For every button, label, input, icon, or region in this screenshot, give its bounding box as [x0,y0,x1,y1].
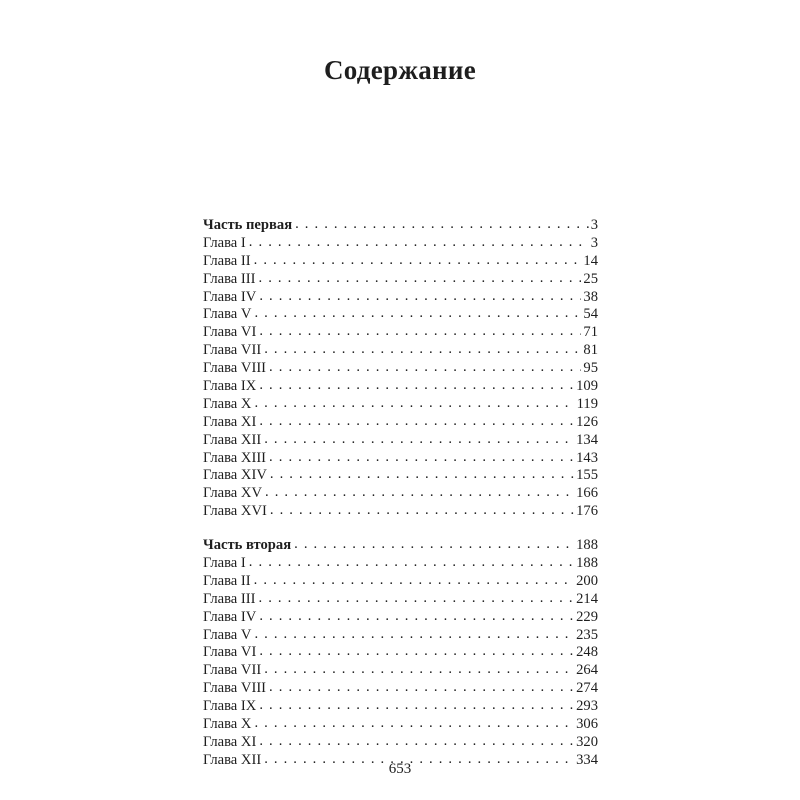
toc-chapter-label: Глава VI [203,324,257,341]
toc-chapter-row [203,698,598,716]
toc-chapter-label: Глава XII [203,751,262,768]
toc-chapter-label: Глава XI [203,413,257,430]
toc-chapter-row [203,306,598,324]
toc-page-number: 176 [576,503,598,520]
toc-chapter-row [203,235,598,253]
toc-page-number: 3 [590,217,598,233]
toc-page-number: 166 [576,485,598,502]
toc-chapter-row [203,467,598,485]
table-of-contents [203,217,598,786]
dot-leader [259,377,574,395]
toc-chapter-label: Глава VIII [203,680,267,697]
toc-part-label: Часть первая [203,217,293,233]
toc-page-number: 235 [576,626,598,643]
dot-leader [254,305,581,323]
dot-leader [270,502,574,520]
dot-leader [259,323,581,341]
dot-leader [295,216,589,234]
page-title: Содержание [323,55,477,85]
toc-page-number: 95 [583,360,598,377]
toc-chapter-label: Глава II [203,572,251,589]
dot-leader [249,554,574,572]
toc-page-number: 38 [583,288,598,305]
toc-chapter-label: Глава V [203,306,252,323]
toc-chapter-row [203,662,598,680]
toc-page-number: 214 [576,590,598,607]
toc-page-number: 155 [576,467,598,484]
page-number-footer: 653 [388,761,412,777]
toc-part-label: Часть вторая [203,537,292,554]
toc-page-number: 334 [576,751,598,768]
dot-leader [264,431,574,449]
dot-leader [294,536,574,554]
toc-chapter-label: Глава III [203,270,256,287]
toc-page-number: 143 [576,449,598,466]
toc-chapter-row [203,342,598,360]
dot-leader [269,359,581,377]
toc-chapter-label: Глава IV [203,288,257,305]
toc-chapter-row [203,716,598,734]
toc-chapter-label: Глава VII [203,662,262,679]
toc-page-number: 109 [576,378,598,395]
toc-page-number: 81 [583,342,598,359]
toc-chapter-row [203,734,598,752]
dot-leader [265,484,574,502]
toc-chapter-label: Глава I [203,234,246,251]
toc-chapter-label: Глава XIII [203,449,267,466]
dot-leader [259,270,582,288]
dot-leader [269,449,574,467]
toc-chapter-row [203,378,598,396]
toc-page-number: 119 [576,395,598,412]
dot-leader [259,643,574,661]
toc-chapter-label: Глава X [203,716,252,733]
toc-page-number: 229 [576,608,598,625]
toc-chapter-row [203,573,598,591]
toc-chapter-row [203,289,598,307]
dot-leader [270,466,574,484]
toc-chapter-row [203,609,598,627]
toc-chapter-row [203,450,598,468]
toc-chapter-label: Глава XIV [203,467,267,484]
dot-leader [259,288,581,306]
toc-chapter-label: Глава X [203,395,252,412]
toc-page-number: 188 [576,537,598,554]
toc-chapter-row [203,396,598,414]
toc-page-number: 126 [576,413,598,430]
toc-page-number: 25 [583,270,598,287]
toc-section-part-1 [203,217,598,521]
dot-leader [259,733,574,751]
toc-page-number: 306 [576,716,598,733]
toc-chapter-label: Глава VIII [203,360,267,377]
dot-leader [249,234,589,252]
dot-leader [259,697,574,715]
toc-chapter-label: Глава V [203,626,252,643]
toc-chapter-row [203,432,598,450]
toc-page-number: 320 [576,733,598,750]
toc-chapter-row [203,591,598,609]
toc-chapter-row [203,414,598,432]
toc-chapter-label: Глава IX [203,378,257,395]
dot-leader [254,626,574,644]
toc-page-number: 293 [576,698,598,715]
toc-chapter-label: Глава III [203,590,256,607]
toc-chapter-label: Глава XVI [203,503,267,520]
toc-chapter-label: Глава XI [203,733,257,750]
toc-chapter-label: Глава IV [203,608,257,625]
dot-leader [259,590,575,608]
toc-chapter-label: Глава VII [203,342,262,359]
toc-chapter-row [203,324,598,342]
toc-chapter-label: Глава II [203,252,251,269]
toc-page-number: 71 [583,324,598,341]
toc-chapter-row [203,644,598,662]
toc-page-number: 274 [576,680,598,697]
toc-chapter-row [203,680,598,698]
toc-chapter-row [203,360,598,378]
dot-leader [254,572,574,590]
toc-part-heading [203,537,598,555]
toc-chapter-label: Глава IX [203,698,257,715]
toc-chapter-label: Глава I [203,555,246,572]
dot-leader [259,608,574,626]
toc-chapter-row [203,503,598,521]
toc-part-heading [203,217,598,235]
toc-page-number: 248 [576,644,598,661]
toc-page-number: 134 [576,431,598,448]
toc-chapter-row [203,271,598,289]
toc-chapter-label: Глава VI [203,644,257,661]
toc-page-number: 188 [576,555,598,572]
toc-section-part-2 [203,537,598,770]
toc-chapter-row [203,555,598,573]
toc-page-number: 200 [576,572,598,589]
toc-page-number: 54 [583,306,598,323]
dot-leader [254,715,574,733]
dot-leader [264,341,581,359]
toc-page-number: 3 [590,234,598,251]
dot-leader [254,252,582,270]
dot-leader [264,661,574,679]
toc-chapter-label: Глава XV [203,485,263,502]
dot-leader [269,679,574,697]
toc-chapter-row [203,485,598,503]
toc-page-number: 14 [583,252,598,269]
toc-page-number: 264 [576,662,598,679]
toc-chapter-row [203,627,598,645]
toc-chapter-row [203,253,598,271]
dot-leader [259,413,574,431]
toc-chapter-label: Глава XII [203,431,262,448]
dot-leader [254,395,574,413]
